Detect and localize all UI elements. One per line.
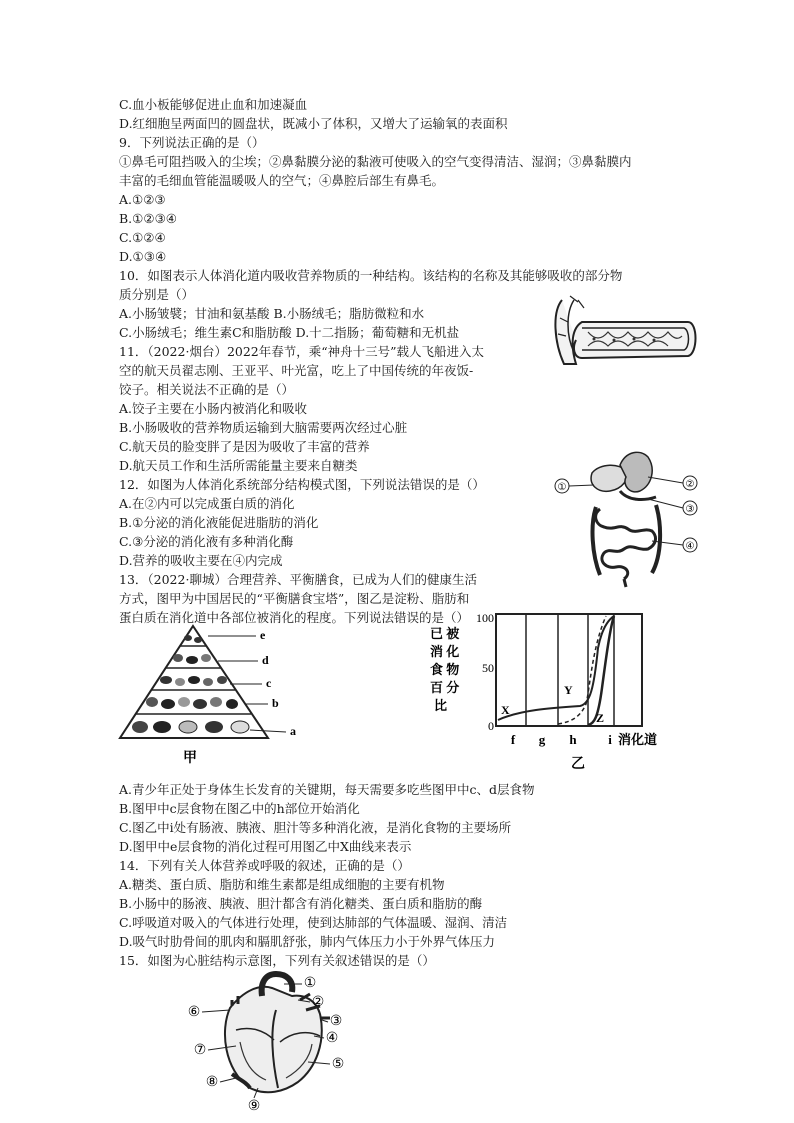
stomach-shape: [620, 452, 652, 492]
option-a: A.①②③: [119, 192, 166, 207]
option-a: A.饺子主要在小肠内被消化和吸收: [119, 401, 308, 416]
question-14-stem: 14．下列有关人体营养或呼吸的叙述，正确的是（）: [119, 858, 410, 873]
option-a: A.在②内可以完成蛋白质的消化: [119, 496, 295, 511]
curve-label-y: Y: [564, 683, 573, 697]
option-d: D.航天员工作和生活所需能量主要来自糖类: [119, 458, 358, 473]
food-pyramid-figure: [118, 620, 308, 770]
option-cd: C.小肠绒毛；维生素C和脂肪酸 D.十二指肠；葡萄糖和无机盐: [119, 325, 460, 340]
text-line: 饺子。相关说法不正确的是（）: [119, 382, 295, 397]
text-line: D.红细胞呈两面凹的圆盘状，既减小了体积，又增大了运输氧的表面积: [119, 116, 508, 131]
option-b: B.小肠中的肠液、胰液、胆汁都含有消化糖类、蛋白质和脂肪的酶: [119, 896, 483, 911]
curve-x: [498, 616, 614, 720]
option-c: C.呼吸道对吸入的气体进行处理，使到达肺部的气体温暖、湿润、清洁: [119, 915, 508, 930]
text-line: ①鼻毛可阻挡吸入的尘埃；②鼻黏膜分泌的黏液可使吸入的空气变得清洁、湿润；③鼻黏膜内: [119, 154, 632, 169]
label-4: ④: [325, 1031, 339, 1046]
heart-figure: [180, 970, 380, 1115]
caption-jia: 甲: [183, 751, 197, 766]
question-10-stem: 10．如图表示人体消化道内吸收营养物质的一种结构。该结构的名称及其能够吸收的部分物: [119, 268, 623, 283]
option-d: D.①③④: [119, 249, 167, 264]
digestive-system-figure: [540, 445, 720, 590]
section-h: h: [569, 732, 577, 747]
axis-label: 消化道: [618, 732, 658, 747]
question-15-stem: 15．如图为心脏结构示意图，下列有关叙述错误的是（）: [119, 953, 435, 968]
option-d: D.吸气时肋骨间的肌肉和膈肌舒张，肺内气体压力小于外界气体压力: [119, 934, 496, 949]
curve-label-z: Z: [596, 711, 605, 725]
text-line: 方式，图甲为中国居民的“平衡膳食宝塔”，图乙是淀粉、脂肪和: [119, 591, 470, 606]
digestion-curve-figure: [420, 608, 670, 773]
option-b: B.①②③④: [119, 211, 177, 226]
option-a: A.糖类、蛋白质、脂肪和维生素都是组成细胞的主要有机物: [119, 877, 445, 892]
layer-e-label: e: [260, 628, 266, 642]
ylabel-line: 消 化: [430, 644, 460, 659]
text-line: C.血小板能够促进止血和加速凝血: [119, 97, 308, 112]
label-2: ②: [311, 995, 325, 1010]
tick-50: 50: [482, 661, 494, 675]
curve-label-x: X: [501, 703, 510, 717]
question-13-stem: 13．（2022·聊城）合理营养、平衡膳食，已成为人们的健康生活: [119, 572, 477, 587]
option-c: C.③分泌的消化液有多种消化酶: [119, 534, 294, 549]
layer-b-label: b: [272, 696, 279, 710]
option-a: A.青少年正处于身体生长发育的关键期，每天需要多吃些图甲中c、d层食物: [119, 782, 535, 797]
option-c: C.航天员的脸变胖了是因为吸收了丰富的营养: [119, 439, 370, 454]
villus-figure: [548, 292, 698, 372]
option-b: B.图甲中c层食物在图乙中的h部位开始消化: [119, 801, 360, 816]
section-f: f: [510, 732, 516, 747]
label-8: ⑧: [205, 1075, 219, 1090]
section-g: g: [538, 732, 546, 747]
option-c: C.图乙中i处有肠液、胰液、胆汁等多种消化液，是消化食物的主要场所: [119, 820, 512, 835]
option-b: B.小肠吸收的营养物质运输到大脑需要两次经过心脏: [119, 420, 408, 435]
layer-c-label: c: [266, 676, 272, 690]
ylabel-line: 比: [434, 698, 448, 713]
caption-yi: 乙: [571, 757, 585, 772]
label-9: ⑨: [247, 1099, 261, 1114]
label-7: ⑦: [193, 1043, 207, 1058]
text-line: 空的航天员翟志刚、王亚平、叶光富，吃上了中国传统的年夜饭-: [119, 363, 474, 378]
label-1: ①: [557, 482, 567, 493]
ylabel-line: 百 分: [430, 680, 460, 695]
ylabel-line: 食 物: [430, 662, 460, 677]
option-c: C.①②④: [119, 230, 166, 245]
option-d: D.图甲中e层食物的消化过程可用图乙中X曲线来表示: [119, 839, 412, 854]
tick-0: 0: [488, 719, 494, 733]
ylabel-line: 已 被: [430, 626, 460, 641]
label-4: ④: [685, 541, 695, 552]
layer-a-label: a: [290, 724, 296, 738]
text-line: 丰富的毛细血管能温暖吸人的空气；④鼻腔后部生有鼻毛。: [119, 173, 445, 188]
section-i: i: [608, 732, 612, 747]
option-d: D.营养的吸收主要在④内完成: [119, 553, 283, 568]
tick-100: 100: [476, 611, 494, 625]
question-11-stem: 11．（2022·烟台）2022年春节，乘“神舟十三号”载人飞船进入太: [119, 344, 485, 359]
text-line: 质分别是（）: [119, 287, 195, 302]
question-9-stem: 9．下列说法正确的是（）: [119, 135, 265, 150]
label-1: ①: [303, 976, 317, 991]
layer-d-label: d: [262, 653, 269, 667]
question-12-stem: 12．如图为人体消化系统部分结构模式图，下列说法错误的是（）: [119, 477, 485, 492]
option-b: B.①分泌的消化液能促进脂肪的消化: [119, 515, 319, 530]
label-2: ②: [685, 479, 695, 490]
label-6: ⑥: [187, 1005, 201, 1020]
option-ab: A.小肠皱襞；甘油和氨基酸 B.小肠绒毛；脂肪微粒和水: [119, 306, 425, 321]
small-intestine-shape: [596, 509, 656, 579]
label-3: ③: [329, 1014, 343, 1029]
label-3: ③: [685, 504, 695, 515]
label-5: ⑤: [331, 1057, 345, 1072]
text-line: 蛋白质在消化道中各部位被消化的程度。下列说法错误的是（）: [119, 610, 470, 625]
